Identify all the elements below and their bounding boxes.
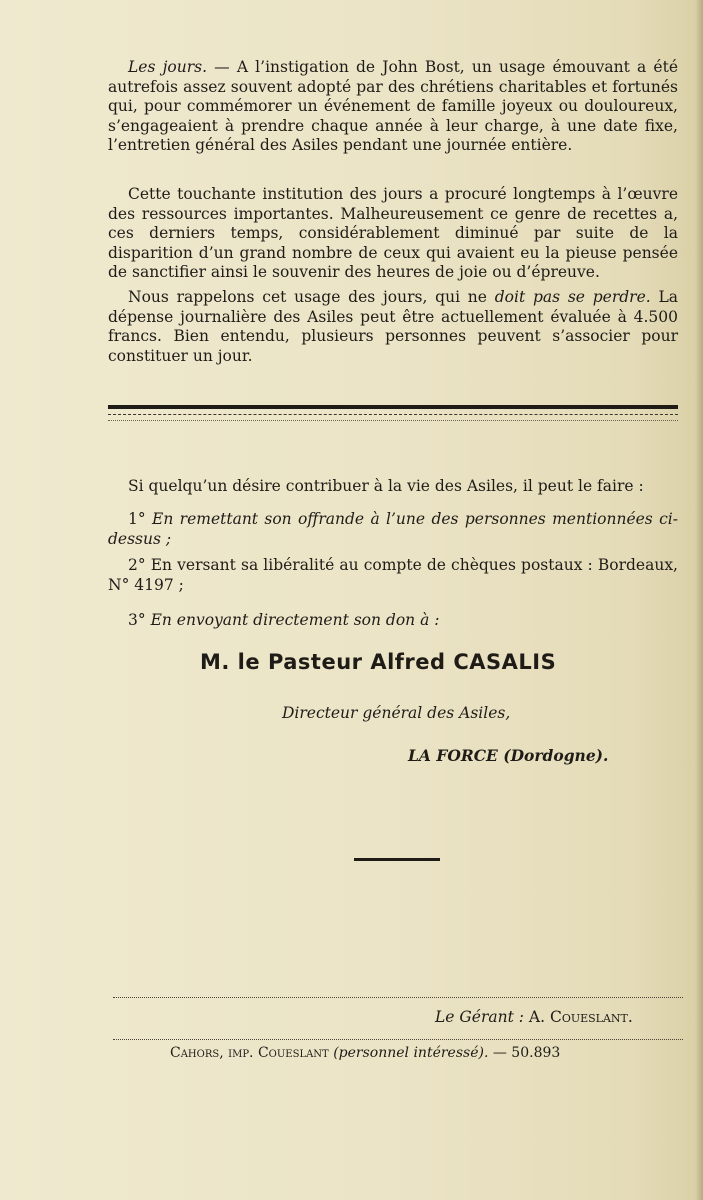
closing-bar [354,858,440,861]
contribution-item-3 [128,611,439,631]
recipient-title-text: Directeur général des Asiles, [282,704,511,722]
item-text: En remettant son offrande à l’une des personnes mentionnées ci-dessus ; [108,510,678,548]
recipient-location [408,746,608,766]
footer-gerant [435,1008,633,1028]
contribution-intro: Si quelqu’un désire contribuer à la vie des Asiles, il peut le faire : [128,477,644,495]
contribution-item-1 [108,510,678,549]
footer-dotted-rule-top [113,997,683,998]
recipient-title [282,704,510,724]
paragraph-text-end: La dépense journalière des Asiles peut être actuellement évaluée à 4.500 francs. Bien entendu, plusieurs personnes peuvent s’associer pour constituer un jour. [108,288,678,365]
separator-dotted-rule [108,420,678,421]
paragraph-rappel [108,288,678,366]
paragraph-institution [108,185,678,283]
paragraph-lead: Les jours. [128,58,207,76]
separator-dashed-rule [108,414,678,415]
paragraph-les-jours [108,58,678,156]
item-text: En versant sa libéralité au compte de chèques postaux : Bordeaux, N° 4197 ; [108,556,678,594]
paragraph-emphasis: doit pas se perdre. [494,288,651,306]
gerant-label: Le Gérant : [435,1008,524,1026]
separator-thick-rule [108,405,678,409]
footer-dotted-rule-bottom [113,1039,683,1040]
item-number: 1° [128,510,146,528]
printer-name: Cahors, imp. Coueslant [170,1045,329,1061]
paragraph-text-start: Nous rappelons cet usage des jours, qui ne [128,288,495,306]
gerant-name: A. Coueslant. [528,1008,633,1026]
page-edge-shadow [695,0,703,1200]
item-text: En envoyant directement son don à : [150,611,440,629]
item-number: 2° [128,556,146,574]
printer-job: — 50.893 [492,1045,561,1061]
paragraph-text: — A l’instigation de John Bost, un usage émouvant a été autrefois assez souvent adopté par des chrétiens charitables et fortunés qui, pour commémorer un événement de famille joyeux ou douloureux, s’engageaient à prendre chaque année à leur charge, à une date fixe, l’entretien général des Asiles pendant une journée entière. [108,58,678,154]
contribution-item-2 [108,556,678,595]
paragraph-text: Cette touchante institution des jours a procuré longtemps à l’œuvre des ressources importantes. Malheureusement ce genre de recettes a, ces derniers temps, considérablement diminué par suite de la disparition d’un grand nombre de ceux qui avaient eu la pieuse pensée de sanctifier ainsi le souvenir des heures de joie ou d’épreuve. [108,185,678,281]
footer-printer [170,1044,560,1064]
item-number: 3° [128,611,146,629]
recipient-name: M. le Pasteur Alfred CASALIS [200,650,557,674]
recipient-location-text: LA FORCE (Dordogne). [408,746,609,765]
printer-note: (personnel intéressé). [333,1045,489,1061]
